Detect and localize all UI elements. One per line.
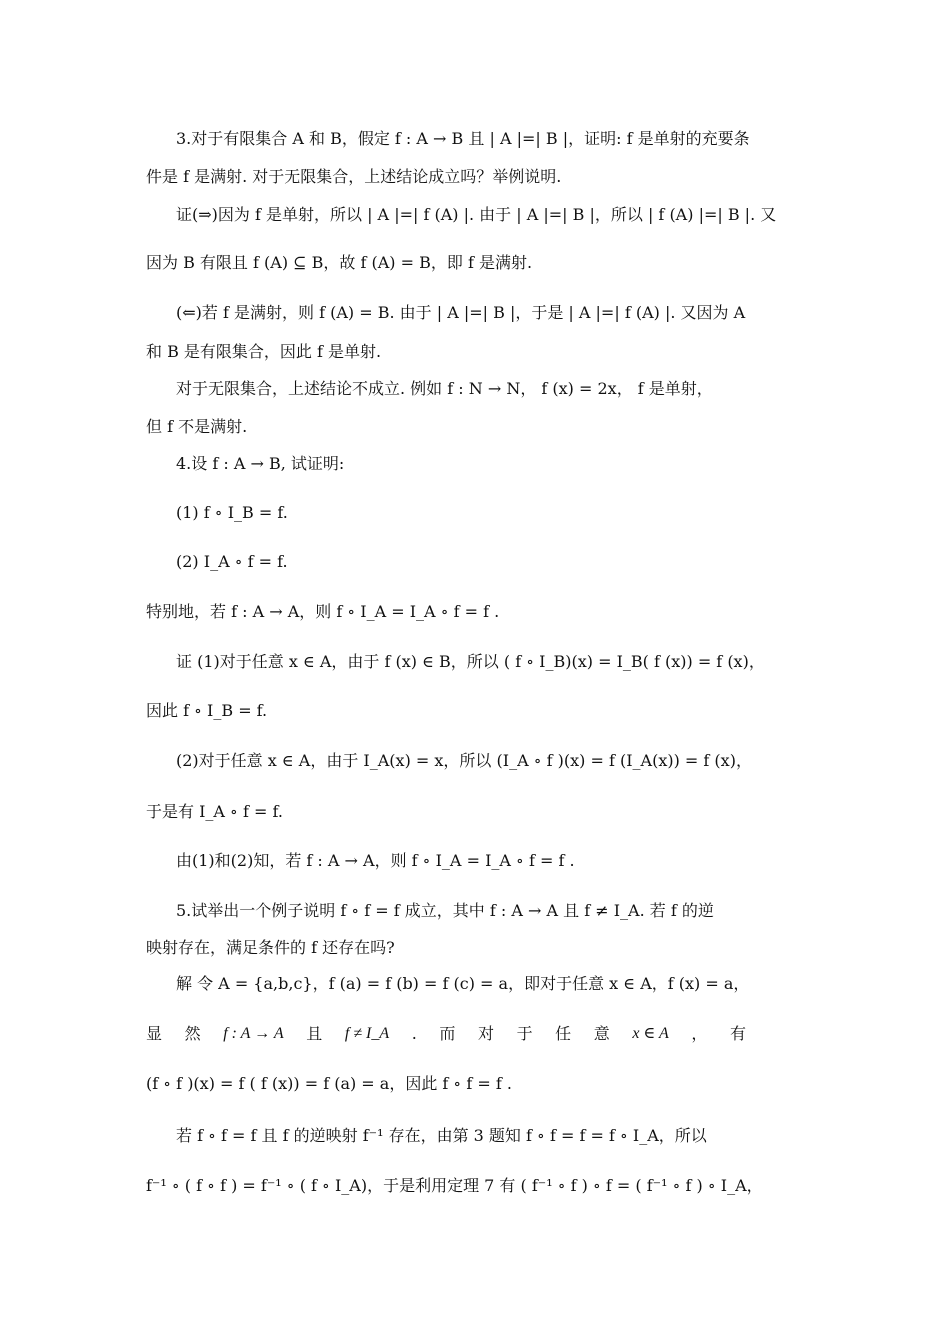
- text-segment: 对: [477, 1024, 494, 1043]
- text-line: 特别地，若 f : A → A，则 f ∘ I_A = I_A ∘ f = f .: [146, 602, 500, 621]
- text-line: 证(⇒)因为 f 是单射，所以 | A |=| f (A) |. 由于 | A |=| B |，所以 | f (A) |=| B |. 又: [176, 205, 777, 224]
- text-line: 3.对于有限集合 A 和 B，假定 f : A → B 且 | A |=| B |，证明: f 是单射的充要条: [176, 129, 750, 148]
- text-segment: f ≠ I_A: [344, 1025, 390, 1042]
- text-segment: .: [411, 1024, 417, 1043]
- text-line: 对于无限集合，上述结论不成立. 例如 f : N → N， f (x) = 2x， f 是单射，: [176, 379, 713, 398]
- text-segment: 任: [555, 1024, 572, 1043]
- text-line: 证 (1)对于任意 x ∈ A，由于 f (x) ∈ B，所以 ( f ∘ I_B)(x) = I_B( f (x)) = f (x)，: [176, 652, 765, 671]
- text-line: (⇐)若 f 是满射，则 f (A) = B. 由于 | A |=| B |，于是 | A |=| f (A) |. 又因为 A: [176, 303, 746, 322]
- text-segment: 显: [146, 1024, 163, 1043]
- text-segment: ，: [691, 1024, 708, 1043]
- text-segment: 意: [593, 1024, 610, 1043]
- text-line: (f ∘ f )(x) = f ( f (x)) = f (a) = a，因此 f ∘ f = f .: [146, 1074, 512, 1093]
- text-line: 和 B 是有限集合，因此 f 是单射.: [146, 342, 382, 361]
- text-segment: f : A → A: [223, 1025, 284, 1042]
- text-segment: 而: [439, 1024, 456, 1043]
- text-line: 于是有 I_A ∘ f = f.: [146, 802, 283, 821]
- text-line: f⁻¹ ∘ ( f ∘ f ) = f⁻¹ ∘ ( f ∘ I_A)，于是利用定理 7 有 ( f⁻¹ ∘ f ) ∘ f = ( f⁻¹ ∘ f ) ∘ I_A，: [146, 1176, 763, 1195]
- text-line: 5.试举出一个例子说明 f ∘ f = f 成立，其中 f : A → A 且 f ≠ I_A. 若 f 的逆: [176, 901, 714, 920]
- text-line: 因此 f ∘ I_B = f.: [146, 701, 268, 720]
- text-line: 件是 f 是满射. 对于无限集合，上述结论成立吗？举例说明.: [146, 167, 562, 186]
- spread-text-line: [146, 1023, 746, 1045]
- text-line: (1) f ∘ I_B = f.: [176, 503, 288, 522]
- text-line: (2)对于任意 x ∈ A，由于 I_A(x) = x，所以 (I_A ∘ f )(x) = f (I_A(x)) = f (x)，: [176, 751, 752, 770]
- text-line: 4.设 f : A → B, 试证明:: [176, 454, 345, 473]
- text-line: 解 令 A = {a,b,c}，f (a) = f (b) = f (c) = a，即对于任意 x ∈ A，f (x) = a，: [176, 974, 750, 993]
- text-line: 若 f ∘ f = f 且 f 的逆映射 f⁻¹ 存在，由第 3 题知 f ∘ f = f = f ∘ I_A，所以: [176, 1126, 707, 1145]
- text-segment: x ∈ A: [632, 1025, 669, 1042]
- text-line: 映射存在，满足条件的 f 还存在吗?: [146, 938, 395, 957]
- text-segment: 有: [729, 1024, 746, 1043]
- text-line: 由(1)和(2)知，若 f : A → A，则 f ∘ I_A = I_A ∘ f = f .: [176, 851, 575, 870]
- text-segment: 于: [516, 1024, 533, 1043]
- text-line: 因为 B 有限且 f (A) ⊆ B，故 f (A) = B，即 f 是满射.: [146, 253, 533, 272]
- text-segment: 且: [306, 1024, 323, 1043]
- text-line: (2) I_A ∘ f = f.: [176, 552, 288, 571]
- text-line: 但 f 不是满射.: [146, 417, 248, 436]
- text-segment: 然: [184, 1024, 201, 1043]
